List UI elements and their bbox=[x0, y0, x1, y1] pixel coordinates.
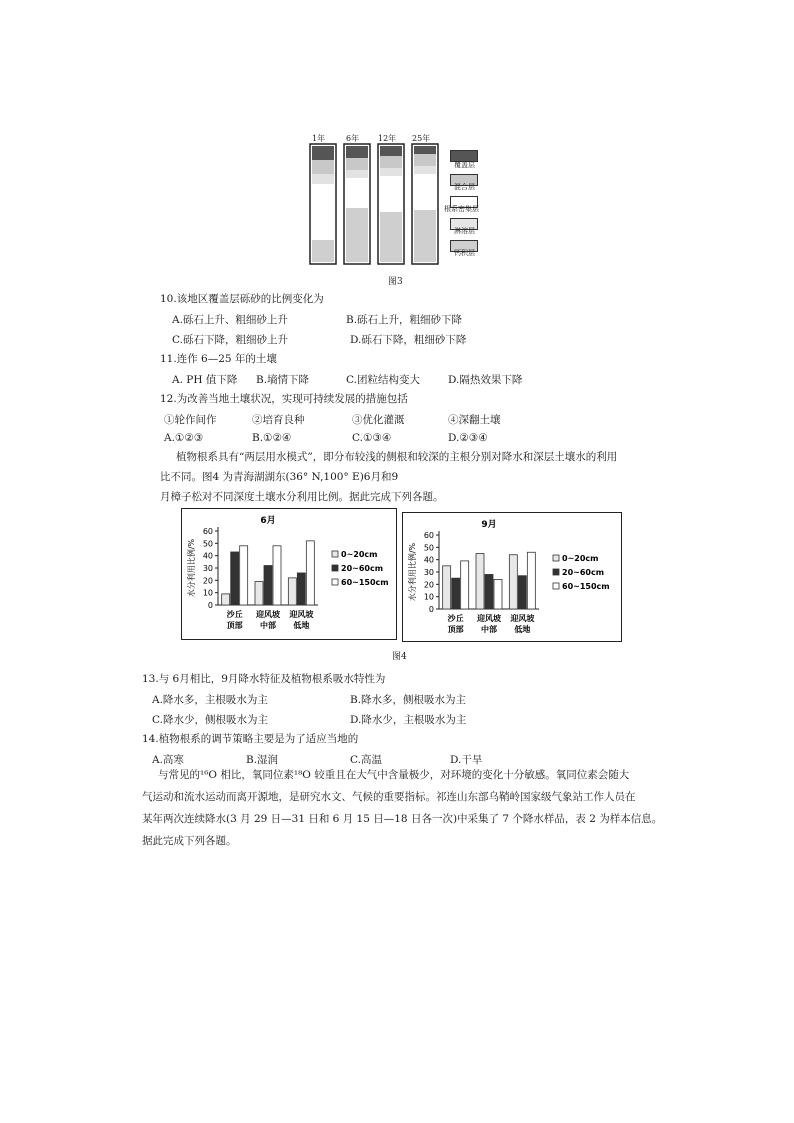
q11-option-d[interactable]: D.隔热效果下降 bbox=[448, 374, 523, 386]
q12-measure-3: ③优化灌溉 bbox=[352, 414, 405, 426]
bar-20~60cm bbox=[231, 552, 239, 605]
q10-option-c[interactable]: C.砾石下降，粗细砂上升 bbox=[172, 334, 288, 346]
legend-label-root: 根系密集层 bbox=[444, 205, 479, 213]
intro-2-line-4: 据此完成下列各题。 bbox=[142, 835, 237, 847]
y-tick-label: 50 bbox=[202, 539, 213, 549]
q13-option-d[interactable]: D.降水少，主根吸水为主 bbox=[350, 714, 467, 726]
q12-measure-1: ①轮作间作 bbox=[164, 414, 217, 426]
soil-column-year-6 bbox=[344, 144, 370, 264]
x-tick-label: 迎风坡 bbox=[289, 610, 314, 619]
bar-0~20cm bbox=[476, 554, 484, 610]
intro-2-line-2: 气运动和流水运动而离开源地，是研究水文、气候的重要指标。祁连山东部乌鞘岭国家级气象站工作人员在 bbox=[142, 791, 636, 803]
bar-20~60cm bbox=[485, 574, 493, 609]
x-tick-label: 低地 bbox=[293, 621, 310, 630]
bar-20~60cm bbox=[297, 573, 305, 605]
q13-stem: 13.与 6月相比，9月降水特征及植物根系吸水特性为 bbox=[142, 673, 386, 685]
figure-4-caption: 图4 bbox=[392, 652, 407, 662]
q12-option-a[interactable]: A.①②③ bbox=[164, 432, 204, 444]
intro-1-line-2: 比不同。图4 为青海湖湖东(36° N,100° E)6月和9 bbox=[160, 471, 399, 483]
q10-option-b[interactable]: B.砾石上升，粗细砂下降 bbox=[346, 314, 463, 326]
y-tick-label: 20 bbox=[423, 580, 434, 590]
x-tick-label: 顶部 bbox=[447, 625, 464, 634]
y-tick-label: 10 bbox=[423, 592, 434, 602]
legend-label: 20~60cm bbox=[562, 568, 605, 577]
q12-option-b[interactable]: B.①②④ bbox=[252, 432, 292, 444]
q11-option-c[interactable]: C.团粒结构变大 bbox=[346, 374, 420, 386]
x-tick-label: 中部 bbox=[260, 621, 276, 630]
legend-label-cover: 覆盖层 bbox=[454, 161, 475, 169]
soil-column-year-1 bbox=[310, 144, 336, 264]
q14-option-d[interactable]: D.干旱 bbox=[450, 754, 483, 766]
year-label-25: 25年 bbox=[412, 134, 431, 143]
y-tick-label: 40 bbox=[202, 551, 213, 561]
y-tick-label: 60 bbox=[202, 527, 213, 536]
legend-label: 0~20cm bbox=[341, 550, 378, 559]
q10-stem: 10.该地区覆盖层砾砂的比例变化为 bbox=[160, 293, 324, 305]
y-tick-label: 60 bbox=[423, 531, 434, 540]
x-tick-label: 中部 bbox=[481, 625, 497, 634]
q12-measure-4: ④深翻土壤 bbox=[448, 414, 501, 426]
x-tick-label: 迎风坡 bbox=[510, 614, 535, 623]
q11-stem: 11.连作 6—25 年的土壤 bbox=[160, 353, 277, 365]
q14-stem: 14.植物根系的调节策略主要是为了适应当地的 bbox=[142, 733, 359, 745]
y-axis-label: 水分利用比例/% bbox=[408, 542, 417, 602]
bar-20~60cm bbox=[452, 578, 460, 609]
y-tick-label: 0 bbox=[428, 605, 434, 614]
q10-option-d[interactable]: D.砾石下降，粗细砂下降 bbox=[350, 334, 467, 346]
q11-option-b[interactable]: B.墒情下降 bbox=[256, 374, 310, 386]
x-tick-label: 沙丘 bbox=[447, 614, 464, 623]
q12-option-d[interactable]: D.②③④ bbox=[448, 432, 488, 444]
year-label-12: 12年 bbox=[378, 134, 397, 143]
intro-2-line-3: 某年两次连续降水(3 月 29 日—31 日和 6 月 15 日—18 日各一次)中采集了 7 个降水样品，表 2 为样本信息。 bbox=[142, 813, 663, 825]
x-tick-label: 低地 bbox=[514, 625, 531, 634]
bar-60~150cm bbox=[273, 546, 281, 605]
legend-swatch bbox=[553, 583, 559, 589]
legend-swatch bbox=[332, 551, 338, 557]
q13-option-c[interactable]: C.降水少，侧根吸水为主 bbox=[152, 714, 268, 726]
bar-0~20cm bbox=[509, 555, 517, 609]
q12-option-c[interactable]: C.①③④ bbox=[352, 432, 392, 444]
y-axis-label: 水分利用比例/% bbox=[187, 538, 196, 598]
year-label-1: 1年 bbox=[312, 134, 326, 143]
q12-measure-2: ②培育良种 bbox=[252, 414, 305, 426]
bar-60~150cm bbox=[240, 546, 248, 605]
x-tick-label: 迎风坡 bbox=[256, 610, 280, 619]
intro-1-line-1: 植物根系具有“两层用水模式”，即分布较浅的侧根和较深的主根分别对降水和深层土壤水的利用 bbox=[176, 451, 618, 463]
y-tick-label: 30 bbox=[202, 564, 213, 573]
y-tick-label: 40 bbox=[423, 555, 434, 565]
bar-60~150cm bbox=[494, 579, 502, 609]
q14-option-a[interactable]: A.高寒 bbox=[152, 754, 184, 766]
legend-swatch bbox=[553, 555, 559, 561]
legend-label-calcic: 钙积层 bbox=[454, 249, 475, 257]
q11-option-a[interactable]: A. PH 值下降 bbox=[172, 374, 238, 386]
y-tick-label: 0 bbox=[207, 601, 213, 610]
legend-swatch bbox=[332, 565, 338, 571]
chart-title: 6月 bbox=[260, 516, 276, 526]
legend-label: 20~60cm bbox=[341, 564, 384, 573]
bar-20~60cm bbox=[264, 566, 272, 605]
chart-september-svg bbox=[403, 513, 621, 641]
intro-2-line-1: 与常见的¹⁶O 相比，氧同位素¹⁸O 较重且在大气中含量极少，对环境的变化十分敏感。氧同位素会随大 bbox=[158, 769, 630, 781]
y-tick-label: 30 bbox=[423, 568, 434, 577]
bar-0~20cm bbox=[222, 594, 230, 605]
legend-label: 60~150cm bbox=[562, 582, 610, 591]
q13-option-b[interactable]: B.降水多，侧根吸水为主 bbox=[350, 694, 467, 706]
bar-0~20cm bbox=[255, 582, 263, 605]
soil-column-year-12 bbox=[378, 144, 404, 264]
y-tick-label: 20 bbox=[202, 576, 213, 586]
q13-option-a[interactable]: A.降水多，主根吸水为主 bbox=[152, 694, 268, 706]
legend-label-leaching: 淋溶层 bbox=[454, 227, 475, 235]
x-tick-label: 顶部 bbox=[226, 621, 243, 630]
legend-label-mixed: 混合层 bbox=[454, 183, 475, 191]
y-tick-label: 50 bbox=[423, 543, 434, 553]
q14-option-b[interactable]: B.湿润 bbox=[246, 754, 279, 766]
legend-label: 60~150cm bbox=[341, 578, 389, 587]
chart-june-svg bbox=[182, 509, 396, 639]
bar-60~150cm bbox=[306, 541, 314, 605]
bar-60~150cm bbox=[527, 552, 535, 609]
intro-1-line-3: 月樟子松对不同深度土壤水分利用比例。据此完成下列各题。 bbox=[160, 491, 444, 503]
q14-option-c[interactable]: C.高温 bbox=[350, 754, 382, 766]
chart-title: 9月 bbox=[481, 520, 497, 530]
figure-3-legend bbox=[444, 145, 520, 257]
y-tick-label: 10 bbox=[202, 588, 213, 598]
bar-0~20cm bbox=[288, 578, 296, 605]
q10-option-a[interactable]: A.砾石上升、粗细砂上升 bbox=[172, 314, 288, 326]
bar-60~150cm bbox=[461, 561, 469, 609]
q12-stem: 12.为改善当地土壤状况，实现可持续发展的措施包括 bbox=[160, 393, 408, 405]
bar-0~20cm bbox=[443, 566, 451, 609]
legend-swatch bbox=[332, 579, 338, 585]
legend-label: 0~20cm bbox=[562, 554, 599, 563]
x-tick-label: 迎风坡 bbox=[477, 614, 501, 623]
year-label-6: 6年 bbox=[346, 134, 360, 143]
legend-swatch bbox=[553, 569, 559, 575]
chart-june bbox=[181, 508, 397, 640]
soil-column-year-25 bbox=[412, 144, 438, 264]
figure-3-caption: 图3 bbox=[388, 277, 403, 287]
chart-september bbox=[402, 512, 622, 642]
x-tick-label: 沙丘 bbox=[226, 610, 243, 619]
bar-20~60cm bbox=[518, 576, 526, 609]
